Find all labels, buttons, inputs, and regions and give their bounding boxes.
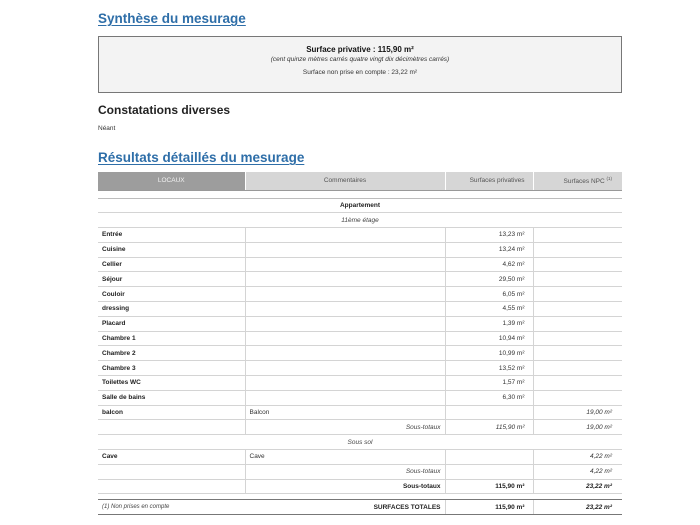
table-row (98, 376, 622, 391)
room-surface-privative: 1,39 m² (445, 316, 533, 331)
room-name: Cuisine (98, 242, 245, 257)
room-comment (245, 302, 445, 317)
room-comment (245, 376, 445, 391)
room-name: balcon (98, 405, 245, 420)
table-header-row (98, 172, 622, 190)
room-surface-npc (533, 331, 622, 346)
table-body (98, 190, 622, 515)
room-surface-npc (533, 390, 622, 405)
subtotal-label: Sous-totaux (245, 420, 445, 435)
surface-privative-label: Surface privative : 115,90 m² (306, 45, 414, 54)
room-surface-npc (533, 228, 622, 243)
grand-total-row (98, 500, 622, 515)
room-comment (245, 287, 445, 302)
header-surfaces-npc-label: Surfaces NPC (563, 178, 605, 186)
room-surface-npc (533, 302, 622, 317)
section-appartement: Appartement (98, 198, 622, 213)
subtotal-blank (98, 464, 245, 479)
synthese-summary-box (98, 36, 622, 93)
subsection-row (98, 435, 622, 450)
subtotal-surface-npc: 4,22 m² (533, 464, 622, 479)
room-name: Placard (98, 316, 245, 331)
synthese-title: Synthèse du mesurage (98, 11, 246, 26)
total-surface-privative: 115,90 m² (445, 479, 533, 494)
room-comment (245, 346, 445, 361)
header-locaux: LOCAUX (98, 172, 245, 190)
total-label: Sous-totaux (245, 479, 445, 494)
room-surface-privative (445, 450, 533, 465)
header-surfaces-privatives: Surfaces privatives (445, 172, 533, 190)
room-comment (245, 331, 445, 346)
room-surface-npc (533, 242, 622, 257)
grand-total-surface-privative: 115,90 m² (445, 500, 533, 515)
room-comment: Balcon (245, 405, 445, 420)
subtotal-row (98, 464, 622, 479)
room-comment (245, 390, 445, 405)
room-surface-privative: 4,62 m² (445, 257, 533, 272)
room-surface-privative: 1,57 m² (445, 376, 533, 391)
room-name: Chambre 2 (98, 346, 245, 361)
room-surface-privative (445, 405, 533, 420)
room-comment (245, 316, 445, 331)
room-surface-privative: 13,24 m² (445, 242, 533, 257)
room-name: Cellier (98, 257, 245, 272)
grand-total-surface-npc: 23,22 m² (533, 500, 622, 515)
room-comment (245, 272, 445, 287)
spacer-row (98, 190, 622, 198)
room-surface-privative: 13,52 m² (445, 361, 533, 376)
header-surfaces-npc (533, 172, 622, 190)
header-npc-ref: (1) (606, 176, 612, 182)
room-name: Salle de bains (98, 390, 245, 405)
subtotal-surface-privative: 115,90 m² (445, 420, 533, 435)
room-name: Cave (98, 450, 245, 465)
total-blank (98, 479, 245, 494)
resultats-title: Résultats détaillés du mesurage (98, 150, 305, 165)
room-surface-npc: 4,22 m² (533, 450, 622, 465)
room-name: Toilettes WC (98, 376, 245, 391)
room-surface-npc (533, 316, 622, 331)
table-row (98, 450, 622, 465)
table-row (98, 302, 622, 317)
room-surface-npc (533, 287, 622, 302)
table-row (98, 361, 622, 376)
subsection-sous-sol: Sous sol (98, 435, 622, 450)
room-surface-npc (533, 361, 622, 376)
subtotal-row (98, 420, 622, 435)
table-row (98, 272, 622, 287)
constatations-body: Néant (98, 125, 116, 132)
room-name: Chambre 1 (98, 331, 245, 346)
measurement-table (98, 172, 622, 515)
room-name: Séjour (98, 272, 245, 287)
room-surface-npc: 19,00 m² (533, 405, 622, 420)
room-surface-npc (533, 272, 622, 287)
room-surface-npc (533, 376, 622, 391)
room-comment: Cave (245, 450, 445, 465)
room-surface-privative: 10,99 m² (445, 346, 533, 361)
table-row (98, 346, 622, 361)
footnote-npc: (1) Non prises en compte (98, 500, 245, 515)
grand-total-label: SURFACES TOTALES (245, 500, 445, 515)
room-surface-privative: 6,05 m² (445, 287, 533, 302)
subtotal-label: Sous-totaux (245, 464, 445, 479)
table-row (98, 242, 622, 257)
surface-npc-label: Surface non prise en compte : 23,22 m² (302, 69, 418, 76)
surface-in-words: (cent quinze mètres carrés quatre vingt dix décimètres carrés) (270, 56, 450, 63)
room-comment (245, 228, 445, 243)
subtotal-surface-npc: 19,00 m² (533, 420, 622, 435)
room-surface-npc (533, 346, 622, 361)
room-comment (245, 257, 445, 272)
table-row (98, 287, 622, 302)
total-surface-npc: 23,22 m² (533, 479, 622, 494)
subsection-row (98, 213, 622, 228)
room-name: Chambre 3 (98, 361, 245, 376)
subtotal-blank (98, 420, 245, 435)
total-row (98, 479, 622, 494)
table-row (98, 316, 622, 331)
table-row (98, 390, 622, 405)
room-surface-privative: 6,30 m² (445, 390, 533, 405)
constatations-title: Constatations diverses (98, 103, 231, 117)
room-surface-npc (533, 257, 622, 272)
table-row (98, 405, 622, 420)
room-name: Entrée (98, 228, 245, 243)
section-row (98, 198, 622, 213)
table-row (98, 257, 622, 272)
room-name: Couloir (98, 287, 245, 302)
room-surface-privative: 4,55 m² (445, 302, 533, 317)
subtotal-surface-privative (445, 464, 533, 479)
table-row (98, 331, 622, 346)
room-comment (245, 242, 445, 257)
room-surface-privative: 10,94 m² (445, 331, 533, 346)
table-row (98, 228, 622, 243)
room-comment (245, 361, 445, 376)
header-commentaires: Commentaires (245, 172, 445, 190)
room-name: dressing (98, 302, 245, 317)
room-surface-privative: 29,50 m² (445, 272, 533, 287)
subsection-11-etage: 11ème étage (98, 213, 622, 228)
room-surface-privative: 13,23 m² (445, 228, 533, 243)
